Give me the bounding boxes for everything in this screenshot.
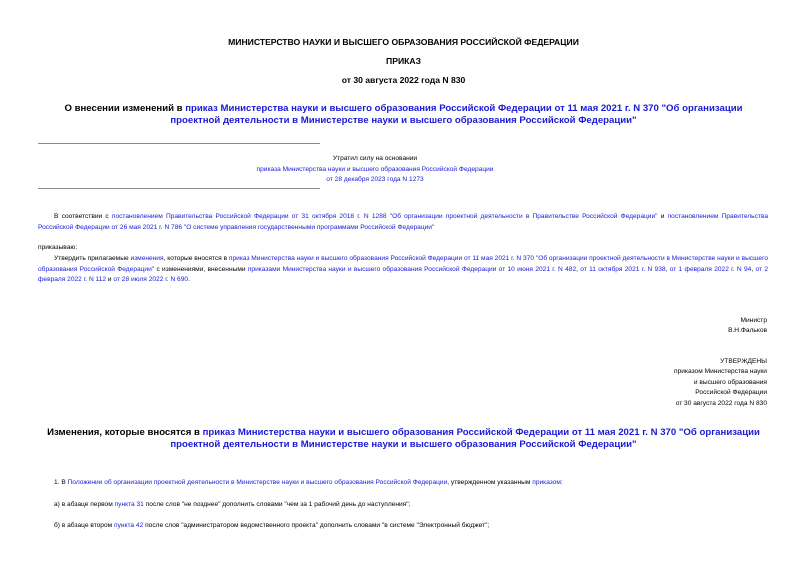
approve-text-1: Утвердить прилагаемые (54, 255, 131, 262)
approved-line4: Российской Федерации (695, 389, 767, 397)
title-link[interactable]: приказ Министерства науки и высшего образования Российской Федерации от 11 мая 2021 г. N 370 "Об организации проектной деятельности в Министерстве науки и высшего образования Российской Федерации" (170, 103, 743, 126)
document-type: ПРИКАЗ (386, 56, 421, 66)
changes-title-prefix: Изменения, которые вносятся в (47, 427, 203, 438)
item-b-link-point-42[interactable]: пункта 42 (114, 522, 144, 529)
approved-line2: приказом Министерства науки (674, 368, 767, 376)
preamble-link-786[interactable]: постановлением Правительства Российской Федерации от 26 мая 2021 г. N 786 "О системе управления государственными программами Российской Федерации" (38, 213, 768, 231)
approve-text-6: , (751, 265, 756, 273)
approve-paragraph (38, 254, 768, 286)
item-a-link-point-31[interactable]: пункта 31 (114, 501, 144, 508)
title-prefix: О внесении изменений в (64, 103, 186, 114)
approve-text-7: и (106, 276, 114, 283)
approved-line3: и высшего образования (693, 378, 767, 386)
approved-block (674, 357, 767, 409)
item-a-text-1: а) в абзаце первом (54, 501, 115, 508)
item-a (54, 500, 768, 511)
item-1-link-order[interactable]: приказом (532, 479, 561, 486)
approve-text-8: . (188, 276, 190, 283)
item-1-text-3: : (560, 479, 563, 486)
item-a-text-2: после слов "не позднее" дополнить словами "чем за 1 рабочий день до наступления"; (143, 501, 411, 508)
item-1 (54, 478, 768, 489)
preamble-link-1288[interactable]: постановлением Правительства Российской Федерации от 31 октября 2018 г. N 1288 "Об организации проектной деятельности в Правительстве Российской Федерации" (111, 213, 658, 220)
approve-link-order-112[interactable]: от 2 февраля 2022 г. N 112 (38, 265, 769, 283)
signature-position: Министр (740, 317, 767, 324)
preamble-text: В соответствии с (54, 213, 112, 220)
approve-link-order-94[interactable]: от 1 февраля 2022 г. N 94 (669, 265, 752, 273)
approve-text-2: , которые вносятся в (163, 255, 229, 262)
item-1-text-2: , утвержденном указанным (447, 479, 533, 486)
order-word: приказываю: (38, 244, 78, 251)
item-b (54, 521, 768, 532)
preamble-text-and: и (657, 213, 668, 220)
item-b-text-2: после слов "администратором ведомственного проекта" дополнить словами "в системе "Электронный бюджет"; (143, 522, 490, 529)
approve-link-order-690[interactable]: от 28 июля 2022 г. N 690 (113, 276, 189, 283)
item-b-text-1: б) в абзаце втором (54, 522, 115, 529)
status-note (230, 154, 520, 186)
item-1-link-regulation[interactable]: Положении об организации проектной деятельности в Министерстве науки и высшего образования Российской Федерации (67, 479, 448, 486)
changes-title-link[interactable]: приказ Министерства науки и высшего образования Российской Федерации от 11 мая 2021 г. N 370 "Об организации проектной деятельности в Министерстве науки и высшего образования Российской Федерации" (170, 427, 760, 450)
approve-link-order-482[interactable]: приказами Министерства науки и высшего образования Российской Федерации от 10 июня 2021 г. N 482 (247, 265, 577, 273)
signature-name: В.Н.Фальков (728, 327, 767, 335)
document-date-number: от 30 августа 2022 года N 830 (341, 75, 466, 85)
approved-line1: УТВЕРЖДЕНЫ (720, 358, 767, 365)
ministry-name: МИНИСТЕРСТВО НАУКИ И ВЫСШЕГО ОБРАЗОВАНИЯ РОССИЙСКОЙ ФЕДЕРАЦИИ (228, 37, 579, 47)
changes-title (0, 427, 807, 451)
signature-block (728, 316, 767, 337)
approve-link-order-370[interactable]: приказ Министерства науки и высшего образования Российской Федерации от 11 мая 2021 г. N 370 "Об организации проектной деятельности в Министерстве науки и высшего образования Российской Федерации" (38, 255, 768, 273)
divider-bottom (38, 188, 320, 189)
approve-link-order-938[interactable]: от 11 октября 2021 г. N 938 (580, 265, 666, 273)
approve-link-changes[interactable]: изменения (130, 255, 164, 262)
approve-text-4: , (576, 265, 581, 273)
preamble-paragraph (38, 212, 768, 233)
status-note-date-link[interactable]: от 28 декабря 2023 года N 1273 (326, 176, 424, 183)
divider-top (38, 143, 320, 144)
item-1-text-1: 1. В (54, 479, 68, 486)
approve-text-5: , (665, 265, 670, 273)
approved-line5: от 30 августа 2022 года N 830 (675, 399, 767, 407)
status-note-link[interactable]: приказа Министерства науки и высшего образования Российской Федерации (256, 165, 494, 173)
approve-text-3: с изменениями, внесенными (154, 265, 248, 273)
document-title (0, 103, 807, 127)
status-note-line1: Утратил силу на основании (332, 155, 418, 162)
